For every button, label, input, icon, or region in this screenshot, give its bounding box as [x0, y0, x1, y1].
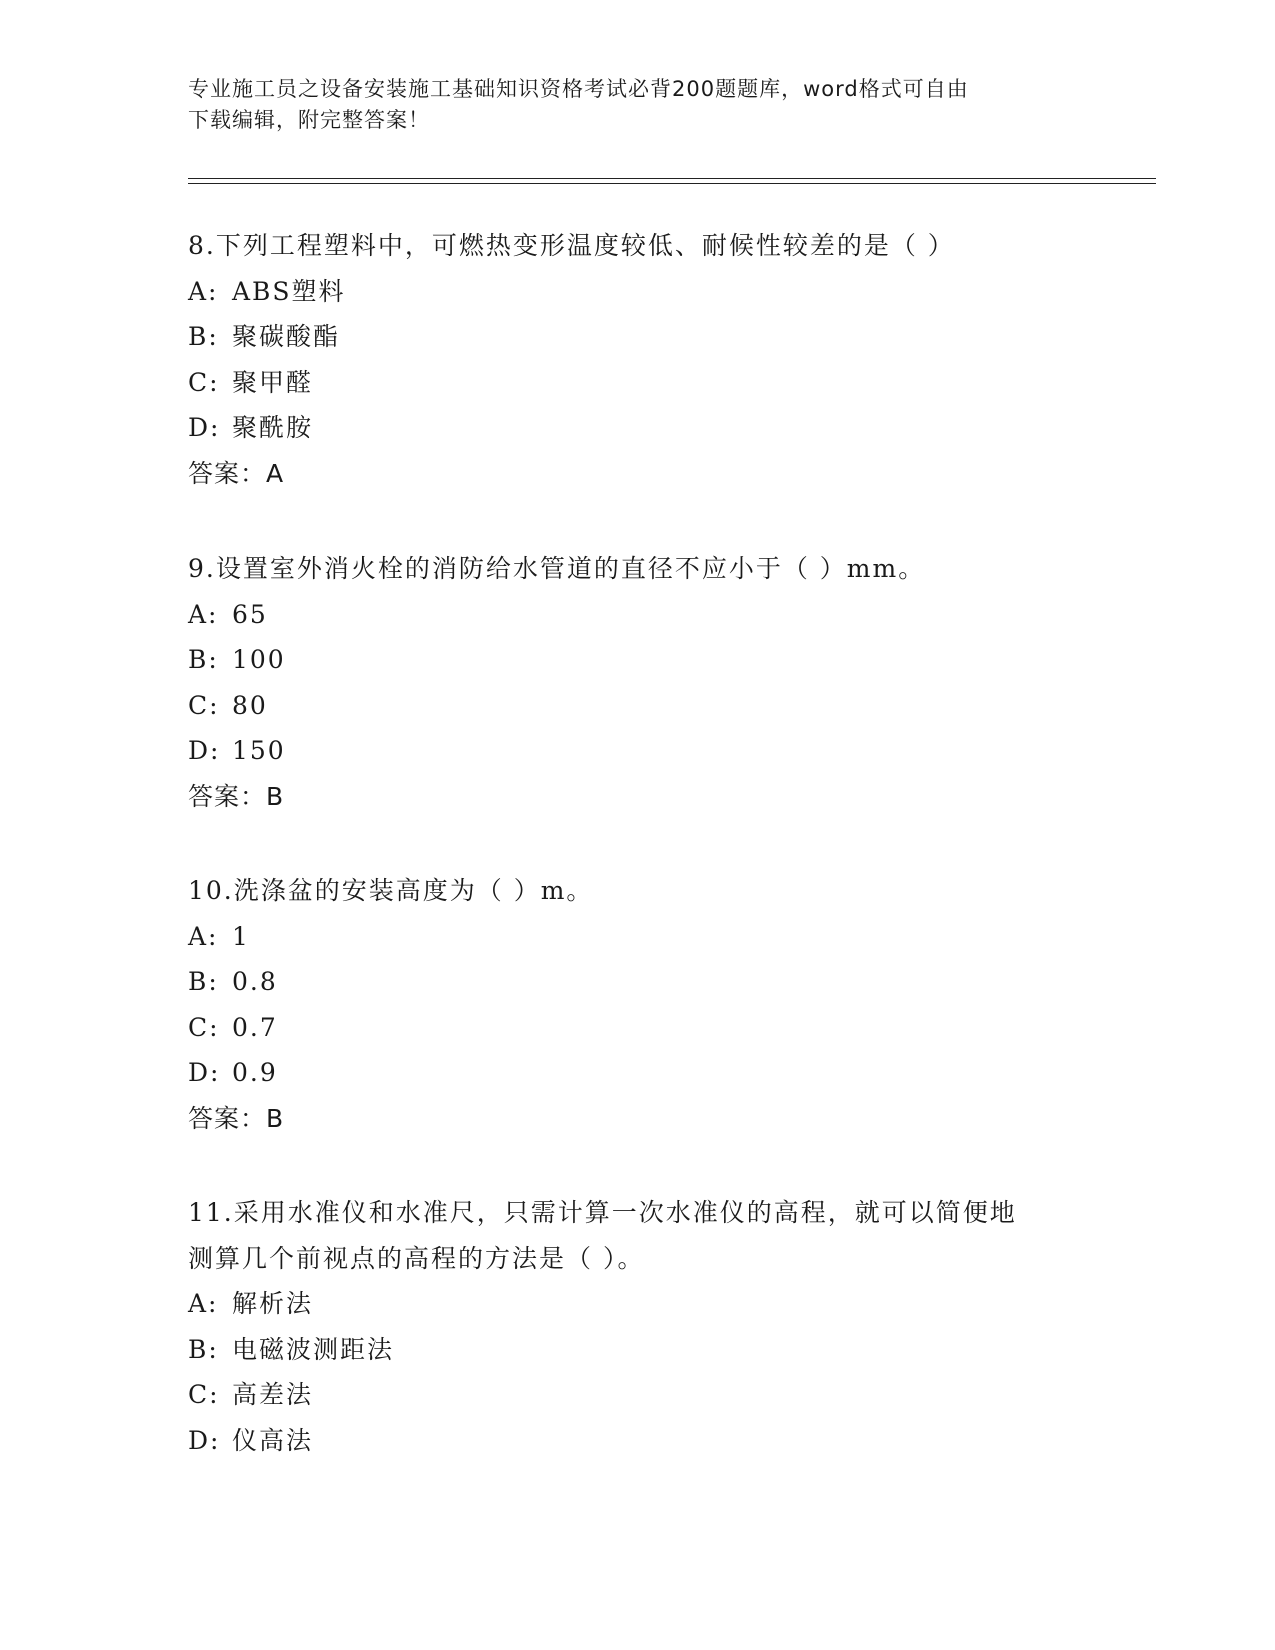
- option-key: A:: [188, 921, 219, 951]
- option-key: B:: [188, 967, 219, 996]
- option-d: [188, 1050, 1088, 1096]
- header-divider-top: [188, 178, 1156, 179]
- question-11: [188, 1190, 1088, 1463]
- option-key: D:: [188, 736, 221, 765]
- option-text: 80: [232, 690, 268, 720]
- option-text: 65: [232, 599, 268, 629]
- option-b: [188, 1327, 1088, 1373]
- option-text: 聚酰胺: [232, 413, 314, 442]
- option-text: ABS塑料: [232, 276, 346, 306]
- question-stem: 10.洗涤盆的安装高度为（ ）m。: [188, 876, 594, 905]
- option-c: [188, 1005, 1088, 1051]
- option-key: C:: [188, 367, 220, 397]
- option-d: [188, 1418, 1088, 1464]
- option-c: [188, 683, 1088, 729]
- header-line-2: 下载编辑，附完整答案！: [188, 108, 430, 132]
- option-key: D:: [188, 1058, 221, 1087]
- document-header: [188, 74, 1078, 136]
- option-text: 150: [232, 736, 286, 765]
- answer: 答案：B: [188, 1103, 285, 1133]
- option-b: [188, 637, 1088, 683]
- option-a: [188, 914, 1088, 960]
- option-a: [188, 1281, 1088, 1327]
- option-text: 聚碳酸酯: [232, 322, 341, 351]
- option-key: B:: [188, 1334, 219, 1364]
- option-text: 仪高法: [232, 1425, 314, 1455]
- question-stem: 8.下列工程塑料中，可燃热变形温度较低、耐候性较差的是（ ）: [188, 231, 955, 260]
- question-10: [188, 868, 1088, 1141]
- option-text: 解析法: [232, 1289, 314, 1318]
- option-key: A:: [188, 276, 219, 306]
- answer: 答案：B: [188, 781, 285, 811]
- option-key: D:: [188, 1425, 221, 1455]
- option-text: 聚甲醛: [232, 367, 314, 397]
- question-stem-line-1: 11.采用水准仪和水准尺，只需计算一次水准仪的高程，就可以简便地: [188, 1198, 1017, 1227]
- option-b: [188, 959, 1088, 1005]
- option-key: A:: [188, 1289, 219, 1318]
- question-9: [188, 546, 1088, 819]
- option-a: [188, 269, 1088, 315]
- question-stem: 9.设置室外消火栓的消防给水管道的直径不应小于（ ）mm。: [188, 554, 926, 583]
- option-text: 电磁波测距法: [232, 1334, 395, 1364]
- option-c: [188, 360, 1088, 406]
- option-c: [188, 1372, 1088, 1418]
- option-d: [188, 728, 1088, 774]
- option-key: D:: [188, 413, 221, 442]
- question-stem-line-2: 测算几个前视点的高程的方法是（ ）。: [188, 1243, 645, 1273]
- option-key: C:: [188, 1012, 220, 1042]
- option-text: 0.8: [232, 967, 278, 996]
- option-key: B:: [188, 322, 219, 351]
- option-d: [188, 405, 1088, 451]
- option-text: 0.9: [232, 1058, 278, 1087]
- header-divider-bottom: [188, 183, 1156, 184]
- option-key: A:: [188, 599, 219, 629]
- option-text: 100: [232, 645, 286, 674]
- option-a: [188, 592, 1088, 638]
- option-key: C:: [188, 1380, 220, 1409]
- header-line-1: 专业施工员之设备安装施工基础知识资格考试必背200题题库，word格式可自由: [188, 77, 969, 101]
- option-text: 高差法: [232, 1380, 314, 1409]
- option-b: [188, 314, 1088, 360]
- option-text: 0.7: [232, 1012, 278, 1042]
- answer: 答案：A: [188, 458, 285, 488]
- option-key: C:: [188, 690, 220, 720]
- option-text: 1: [232, 921, 250, 951]
- option-key: B:: [188, 645, 219, 674]
- question-8: [188, 223, 1088, 496]
